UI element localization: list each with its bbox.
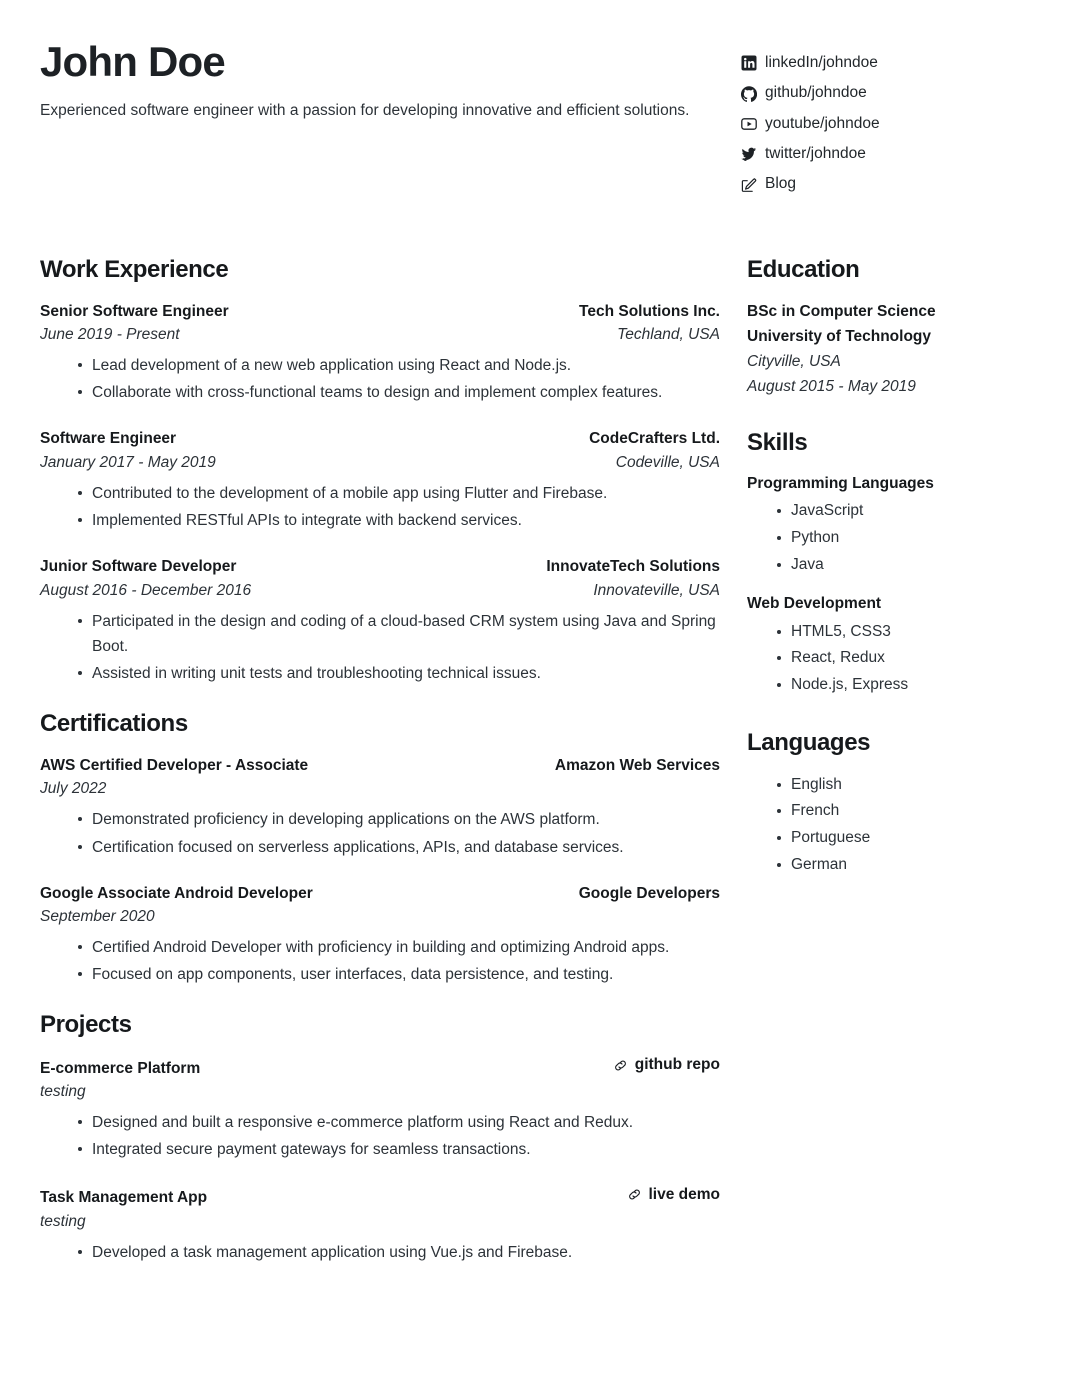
- work-experience-list: [40, 301, 720, 686]
- list-item: HTML5, CSS3: [777, 619, 1047, 646]
- contact-link-blog[interactable]: [740, 171, 1040, 197]
- resume-header: [0, 0, 1080, 198]
- project-link-github-repo[interactable]: [613, 1056, 720, 1074]
- job-location: Techland, USA: [617, 326, 720, 344]
- certification-bullets: [40, 807, 720, 859]
- professional-summary: Experienced software engineer with a passion for developing innovative and efficient solutions.: [40, 102, 690, 120]
- certification-entry: [40, 883, 720, 988]
- projects-list: [40, 1056, 720, 1264]
- list-item: Designed and built a responsive e-commerce platform using React and Redux.: [78, 1110, 720, 1135]
- project-link-label: live demo: [648, 1185, 720, 1203]
- certification-date: July 2022: [40, 780, 107, 798]
- work-entry: [40, 301, 720, 406]
- contact-label: youtube/johndoe: [765, 114, 880, 132]
- entry-meta-row: [40, 777, 720, 801]
- contact-label: twitter/johndoe: [765, 145, 866, 163]
- job-location: Codeville, USA: [615, 453, 720, 471]
- link-chain-icon: [613, 1058, 628, 1073]
- project-link-live-demo[interactable]: [627, 1186, 721, 1204]
- job-bullets: [40, 481, 720, 533]
- contact-link-youtube[interactable]: [740, 111, 1040, 137]
- section-heading-languages: Languages: [747, 728, 871, 756]
- certification-entry: [40, 755, 720, 860]
- project-date: testing: [40, 1083, 86, 1101]
- list-item: Java: [777, 552, 1047, 579]
- education-list: [747, 299, 1047, 399]
- project-bullets: [40, 1110, 720, 1162]
- skill-group: [747, 472, 1047, 578]
- list-item: Node.js, Express: [777, 672, 1047, 699]
- entry-meta-row: [40, 1210, 720, 1234]
- entry-title-row: [40, 301, 720, 323]
- education-dates: August 2015 - May 2019: [747, 378, 916, 396]
- job-title: Software Engineer: [40, 430, 177, 448]
- certification-issuer: Amazon Web Services: [554, 756, 720, 774]
- github-icon: [740, 85, 757, 102]
- entry-meta-row: [40, 905, 720, 929]
- header-left: [40, 40, 720, 123]
- contact-label: linkedIn/johndoe: [765, 54, 878, 71]
- job-bullets: [40, 353, 720, 405]
- skill-group-title: Programming Languages: [747, 475, 934, 493]
- contact-label: github/johndoe: [765, 84, 867, 102]
- job-location: Innovateville, USA: [593, 581, 720, 599]
- list-item: React, Redux: [777, 645, 1047, 672]
- contact-links: [740, 40, 1040, 198]
- project-link-label: github repo: [634, 1056, 720, 1074]
- work-entry: [40, 556, 720, 686]
- youtube-icon: [740, 115, 757, 132]
- entry-meta-row: [40, 323, 720, 347]
- project-title: Task Management App: [40, 1189, 208, 1207]
- project-date: testing: [40, 1212, 86, 1230]
- work-entry: [40, 428, 720, 533]
- section-heading-education: Education: [747, 255, 860, 283]
- list-item: Python: [777, 525, 1047, 552]
- entry-meta-row: [40, 451, 720, 475]
- blog-pencil-icon: [740, 176, 757, 193]
- section-heading-certifications: Certifications: [40, 709, 188, 737]
- resume-body: [0, 256, 1080, 1267]
- entry-title-row: [40, 556, 720, 578]
- project-entry: [40, 1056, 720, 1162]
- twitter-icon: [740, 146, 757, 163]
- section-heading-skills: Skills: [747, 429, 808, 457]
- company-name: Tech Solutions Inc.: [579, 302, 720, 320]
- list-item: Portuguese: [777, 825, 1047, 852]
- job-title: Junior Software Developer: [40, 558, 237, 576]
- list-item: Certification focused on serverless applications, APIs, and database services.: [78, 835, 720, 860]
- list-item: Contributed to the development of a mobile app using Flutter and Firebase.: [78, 481, 720, 506]
- certification-bullets: [40, 935, 720, 987]
- job-title: Senior Software Engineer: [40, 302, 229, 320]
- section-heading-projects: Projects: [40, 1011, 132, 1039]
- education-degree: BSc in Computer Science: [747, 302, 936, 320]
- company-name: CodeCrafters Ltd.: [589, 430, 720, 448]
- list-item: Assisted in writing unit tests and troubleshooting technical issues.: [78, 661, 720, 686]
- list-item: Focused on app components, user interfaces, data persistence, and testing.: [78, 962, 720, 987]
- entry-meta-row: [40, 1080, 720, 1104]
- side-column: [747, 256, 1047, 879]
- contact-link-github[interactable]: [740, 80, 1040, 106]
- entry-meta-row: [40, 579, 720, 603]
- list-item: Integrated secure payment gateways for seamless transactions.: [78, 1137, 720, 1162]
- section-heading-work-experience: Work Experience: [40, 255, 229, 283]
- list-item: French: [777, 798, 1047, 825]
- list-item: Collaborate with cross-functional teams to design and implement complex features.: [78, 380, 720, 405]
- project-bullets: [40, 1240, 720, 1265]
- education-entry: [747, 299, 1047, 399]
- skill-group-title: Web Development: [747, 595, 882, 613]
- list-item: Implemented RESTful APIs to integrate with backend services.: [78, 508, 720, 533]
- job-bullets: [40, 609, 720, 686]
- list-item: Lead development of a new web application using React and Node.js.: [78, 353, 720, 378]
- contact-label: Blog: [765, 175, 797, 193]
- project-title: E-commerce Platform: [40, 1059, 201, 1077]
- project-entry: [40, 1186, 720, 1265]
- languages-list: [747, 772, 1047, 879]
- skill-group: [747, 592, 1047, 698]
- certification-title: Google Associate Android Developer: [40, 884, 313, 902]
- list-item: Participated in the design and coding of a cloud-based CRM system using Java and Spring Boot.: [78, 609, 720, 659]
- job-dates: June 2019 - Present: [40, 326, 180, 344]
- language-items: [747, 772, 1047, 879]
- list-item: German: [777, 852, 1047, 879]
- education-school: University of Technology: [747, 327, 932, 345]
- list-item: Developed a task management application using Vue.js and Firebase.: [78, 1240, 720, 1265]
- list-item: Certified Android Developer with proficiency in building and optimizing Android apps.: [78, 935, 720, 960]
- certification-title: AWS Certified Developer - Associate: [40, 756, 309, 774]
- link-chain-icon: [627, 1187, 642, 1202]
- job-dates: January 2017 - May 2019: [40, 453, 216, 471]
- list-item: Demonstrated proficiency in developing applications on the AWS platform.: [78, 807, 720, 832]
- education-location: Cityville, USA: [747, 352, 841, 370]
- list-item: JavaScript: [777, 498, 1047, 525]
- entry-title-row: [40, 755, 720, 777]
- certification-date: September 2020: [40, 908, 155, 926]
- linkedin-icon: [740, 55, 757, 72]
- skill-items: [747, 498, 1047, 578]
- contact-link-linkedin[interactable]: [740, 50, 1040, 76]
- entry-title-row: [40, 883, 720, 905]
- job-dates: August 2016 - December 2016: [40, 581, 252, 599]
- list-item: English: [777, 772, 1047, 799]
- skill-items: [747, 619, 1047, 699]
- main-column: [40, 256, 720, 1267]
- certification-issuer: Google Developers: [578, 884, 720, 902]
- entry-title-row: [40, 428, 720, 450]
- full-name: John Doe: [40, 38, 225, 85]
- company-name: InnovateTech Solutions: [546, 558, 720, 576]
- skills-list: [747, 472, 1047, 698]
- entry-title-row: [40, 1186, 720, 1210]
- entry-title-row: [40, 1056, 720, 1080]
- certifications-list: [40, 755, 720, 987]
- contact-link-twitter[interactable]: [740, 141, 1040, 167]
